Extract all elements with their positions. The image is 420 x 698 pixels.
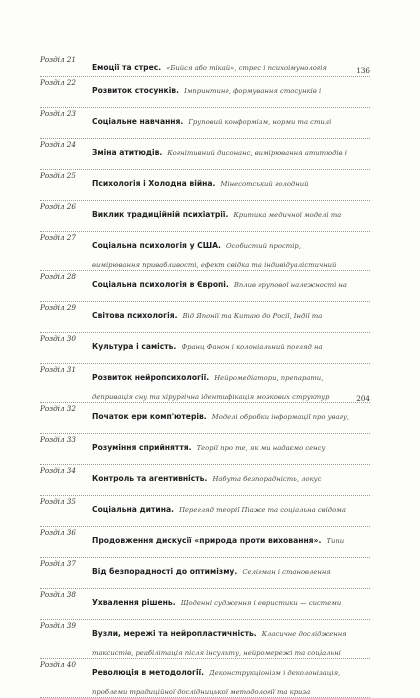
chapter-title: Соціальне навчання. xyxy=(92,117,184,126)
toc-entry xyxy=(40,302,370,333)
chapter-number: Розділ 36 xyxy=(40,528,76,537)
chapter-number: Розділ 22 xyxy=(40,78,76,87)
chapter-number: Розділ 31 xyxy=(40,365,76,374)
chapter-number: Розділ 24 xyxy=(40,140,76,149)
chapter-number: Розділ 38 xyxy=(40,590,76,599)
chapter-description: Особистий простір, вимірювання привабливості, ефект свідка та індивідуалістичний xyxy=(92,242,337,269)
chapter-description: Теорії про те, як ми надаємо сенсу xyxy=(196,444,326,452)
toc-entry xyxy=(40,139,370,170)
entry-body xyxy=(92,466,370,496)
chapter-title: Продовження дискусії «природа проти виховання». xyxy=(92,536,322,545)
chapter-title: Розвиток нейропсихології. xyxy=(92,373,210,382)
chapter-title: Ухвалення рішень. xyxy=(92,598,176,607)
toc-entry xyxy=(40,589,370,620)
chapter-title: Психологія і Холодна війна. xyxy=(92,179,216,188)
toc-entry xyxy=(40,659,370,698)
entry-body xyxy=(92,233,370,271)
toc-entry xyxy=(40,333,370,364)
toc-entry xyxy=(40,527,370,558)
chapter-number: Розділ 32 xyxy=(40,404,76,413)
chapter-description: Класичне дослідження таксистів, реабілітація після інсульту, нейромережі та соціальні xyxy=(92,630,347,657)
chapter-title: Соціальна психологія у США. xyxy=(92,241,221,250)
entry-body xyxy=(92,497,370,527)
chapter-description: Щоденні судження і евристики — системи xyxy=(180,599,342,607)
entry-body xyxy=(92,202,370,232)
chapter-number: Розділ 40 xyxy=(40,660,76,669)
toc-entry xyxy=(40,201,370,232)
chapter-number: Розділ 37 xyxy=(40,559,76,568)
chapter-title: Від безпорадності до оптимізму. xyxy=(92,567,238,576)
toc-entry xyxy=(40,558,370,589)
toc-entry xyxy=(40,77,370,108)
entry-body xyxy=(92,303,370,333)
chapter-description: Вплив групової належності на xyxy=(233,281,347,289)
chapter-title: Розвиток стосунків. xyxy=(92,86,180,95)
toc-entry xyxy=(40,403,370,434)
chapter-title: Емоції та стрес. xyxy=(92,63,162,72)
chapter-number: Розділ 29 xyxy=(40,303,76,312)
page-number: 204 xyxy=(356,394,370,403)
chapter-title: Соціальна дитина. xyxy=(92,505,174,514)
chapter-description: Мінесотський голодний xyxy=(220,180,309,188)
entry-body xyxy=(92,528,370,558)
chapter-number: Розділ 35 xyxy=(40,497,76,506)
toc-entry xyxy=(40,364,370,403)
toc-entry xyxy=(40,170,370,201)
entry-body xyxy=(92,109,370,139)
chapter-number: Розділ 27 xyxy=(40,233,76,242)
entry-body xyxy=(92,590,370,620)
entry-body xyxy=(92,621,370,659)
chapter-description: Імпринтинг, формування стосунків і xyxy=(184,87,322,95)
chapter-description: Нейромедіатори, препарати, депривація сну та хірургічна ідентифікація мозкових структур xyxy=(92,374,330,401)
chapter-title: Виклик традиційній психіатрії. xyxy=(92,210,229,219)
chapter-description: Деконструкціонізм і деколонізація, проблеми традиційної дослідницької методології та криза xyxy=(92,669,341,696)
chapter-description: Груповий конформізм, норми та стилі xyxy=(188,118,332,126)
chapter-description: «Бийся або тікай», стрес і психоімунологія xyxy=(166,64,327,72)
entry-body xyxy=(92,55,370,75)
chapter-description: Когнітивний дисонанс, вимірювання атитюдів і xyxy=(167,149,347,157)
entry-body xyxy=(92,404,370,434)
entry-body xyxy=(92,171,370,201)
toc-entry xyxy=(40,108,370,139)
chapter-description: Перегляд теорії Піаже та соціальна свідома xyxy=(179,506,346,514)
chapter-title: Розуміння сприйняття. xyxy=(92,443,192,452)
chapter-title: Контроль та агентивність. xyxy=(92,474,208,483)
chapter-title: Початок ери комп'ютерів. xyxy=(92,412,207,421)
chapter-number: Розділ 21 xyxy=(40,55,76,64)
chapter-number: Розділ 26 xyxy=(40,202,76,211)
toc-entry xyxy=(40,232,370,271)
entry-body xyxy=(92,78,370,108)
entry-body xyxy=(92,365,370,403)
toc-entry xyxy=(40,620,370,659)
chapter-title: Культура і самість. xyxy=(92,342,177,351)
chapter-description: Від Японії та Китаю до Росії, Індії та xyxy=(182,312,323,320)
entry-body xyxy=(92,334,370,364)
entry-body xyxy=(92,559,370,589)
chapter-description: Моделі обробки інформації про увагу, xyxy=(211,413,350,421)
toc-entry xyxy=(40,271,370,302)
chapter-description: Франц Фанон і колоніальний погляд на xyxy=(181,343,323,351)
chapter-number: Розділ 33 xyxy=(40,435,76,444)
entry-body xyxy=(92,272,370,302)
chapter-description: Критика медичної моделі та xyxy=(233,211,342,219)
chapter-title: Світова психологія. xyxy=(92,311,178,320)
chapter-title: Соціальна психологія в Європі. xyxy=(92,280,229,289)
chapter-description: Набута безпорадність, локус xyxy=(212,475,322,483)
toc-entry xyxy=(40,465,370,496)
chapter-number: Розділ 23 xyxy=(40,109,76,118)
chapter-title: Зміна атитюдів. xyxy=(92,148,163,157)
toc-entry xyxy=(40,496,370,527)
chapter-description: Селігман і становлення xyxy=(242,568,331,576)
toc-entry xyxy=(40,54,370,77)
table-of-contents xyxy=(40,54,370,698)
chapter-title: Вузли, мережі та нейропластичність. xyxy=(92,629,257,638)
chapter-number: Розділ 25 xyxy=(40,171,76,180)
toc-entry xyxy=(40,434,370,465)
page-number: 136 xyxy=(356,66,370,75)
entry-body xyxy=(92,435,370,465)
chapter-number: Розділ 30 xyxy=(40,334,76,343)
chapter-title: Революція в методології. xyxy=(92,668,205,677)
chapter-description: Типи xyxy=(326,537,345,545)
entry-body xyxy=(92,660,370,698)
chapter-number: Розділ 28 xyxy=(40,272,76,281)
chapter-number: Розділ 34 xyxy=(40,466,76,475)
entry-body xyxy=(92,140,370,170)
chapter-number: Розділ 39 xyxy=(40,621,76,630)
